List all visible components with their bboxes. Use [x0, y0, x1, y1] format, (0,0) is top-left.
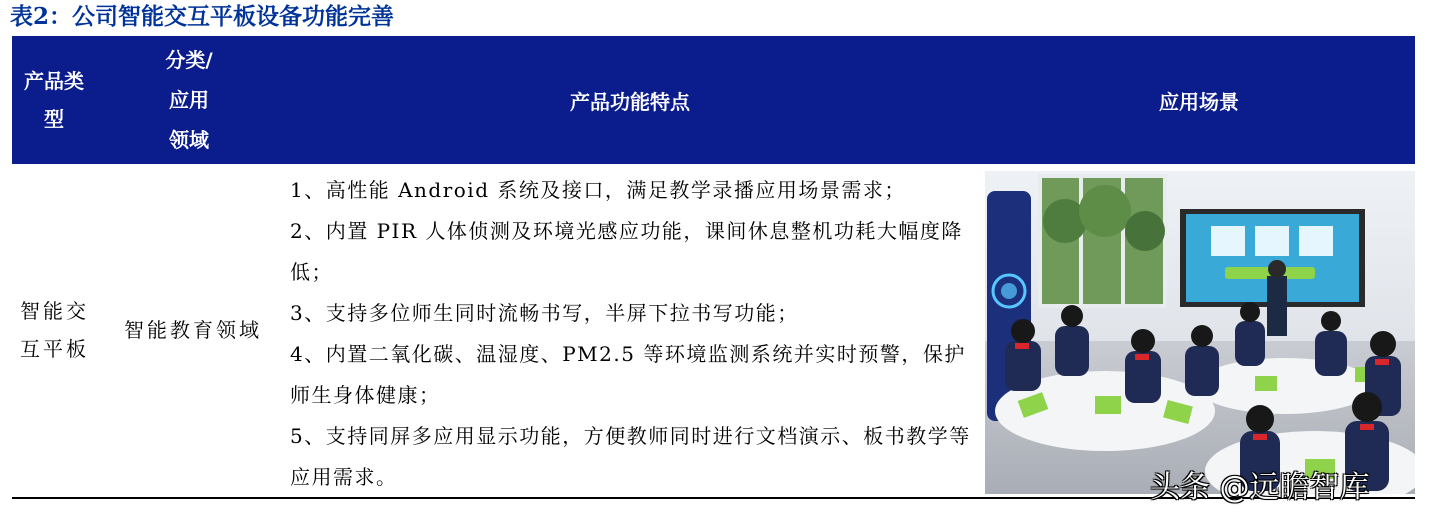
- feature-item: 4、内置二氧化碳、温湿度、PM2.5 等环境监测系统并实时预警，保护师生身体健康；: [290, 342, 966, 407]
- table-row: [12, 164, 1415, 496]
- table-title: 表2：公司智能交互平板设备功能完善: [10, 3, 395, 30]
- header-product-type: [12, 36, 96, 164]
- feature-item: 5、支持同屏多应用显示功能，方便教师同时进行文档演示、板书教学等应用需求。: [290, 424, 971, 489]
- classroom-illustration: [985, 171, 1415, 494]
- cell-product-type: [20, 292, 100, 368]
- cell-product-type-line: 互平板: [20, 337, 89, 361]
- feature-item: 1、高性能 Android 系统及接口，满足教学录播应用场景需求；: [290, 178, 906, 202]
- feature-item: 2、内置 PIR 人体侦测及环境光感应功能，课间休息整机功耗大幅度降低；: [290, 219, 963, 284]
- header-product-type-line: 型: [44, 107, 64, 131]
- header-category-line: 应用: [169, 88, 209, 112]
- cell-product-type-line: 智能交: [20, 299, 89, 323]
- cell-category: 智能教育领域: [124, 318, 262, 342]
- header-features: 产品功能特点: [570, 89, 690, 114]
- header-category: [124, 36, 254, 164]
- classroom-photo: [985, 171, 1415, 494]
- header-product-type-line: 产品类: [24, 69, 84, 93]
- feature-item: 3、支持多位师生同时流畅书写，半屏下拉书写功能；: [290, 301, 799, 325]
- header-scene: 应用场景: [1159, 89, 1239, 114]
- header-category-line: 领域: [169, 128, 209, 152]
- table-header: [12, 36, 1415, 164]
- cell-features: [290, 170, 980, 498]
- watermark: 头条 @远瞻智库: [1150, 470, 1370, 505]
- header-category-line: 分类/: [165, 48, 213, 72]
